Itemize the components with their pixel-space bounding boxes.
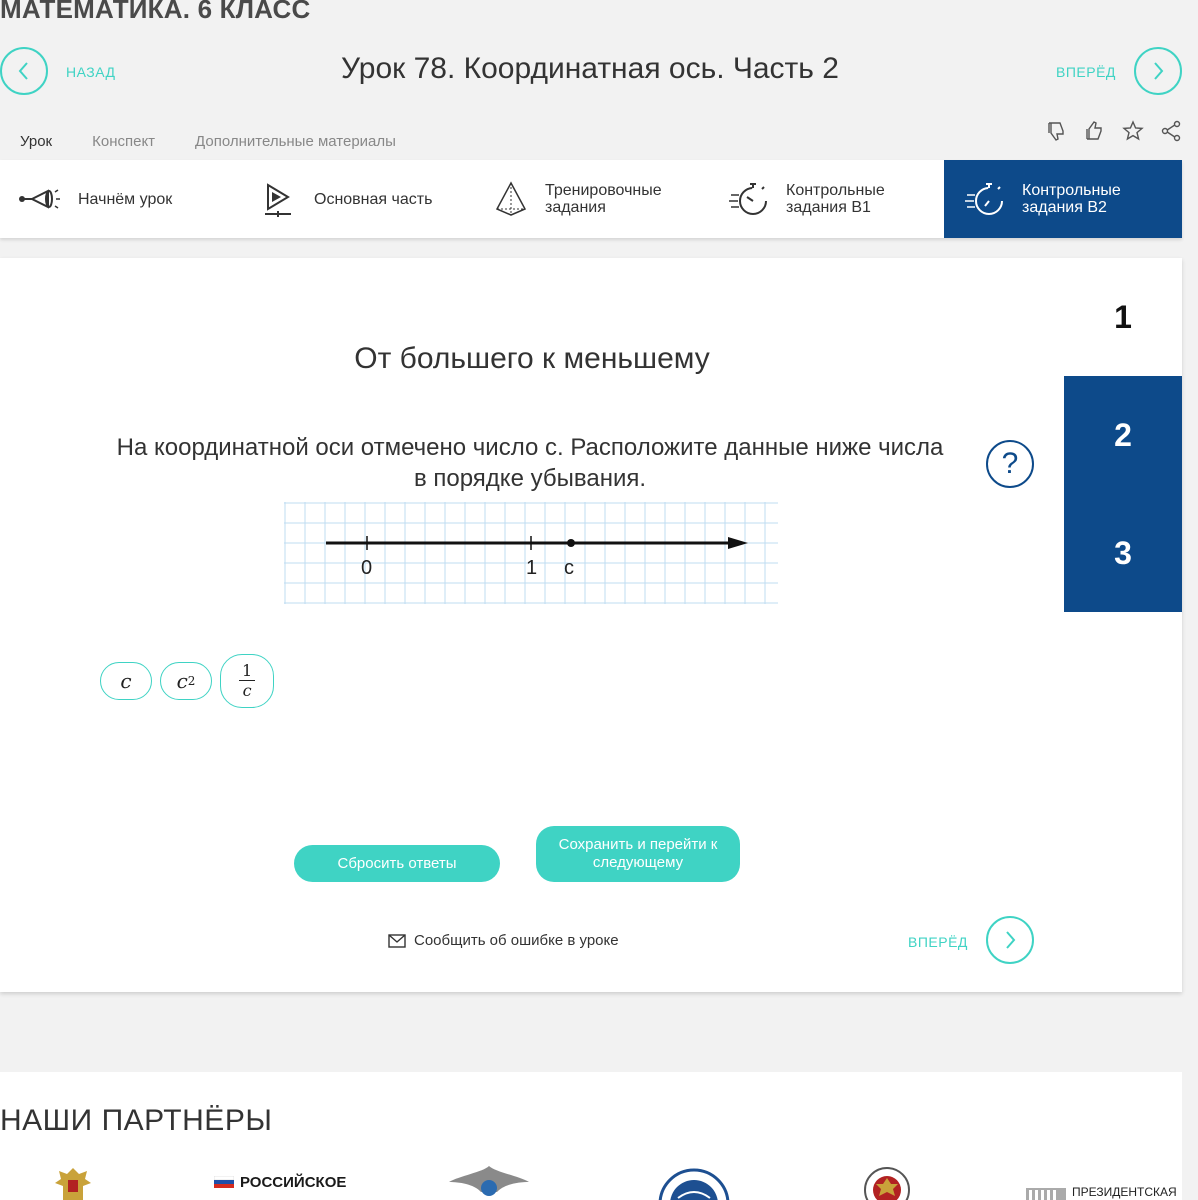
- step-label: Контрольные задания В2: [1022, 182, 1121, 216]
- axis-grid: [284, 502, 778, 604]
- chevron-right-icon: [1150, 60, 1166, 82]
- point-c: [567, 539, 575, 547]
- envelope-icon: [388, 934, 406, 948]
- chip-c-squared[interactable]: [160, 662, 212, 700]
- back-link[interactable]: НАЗАД: [66, 64, 116, 80]
- axis-label-1: 1: [526, 557, 538, 579]
- forward-button-top[interactable]: [1134, 47, 1182, 95]
- step-start[interactable]: [0, 160, 236, 238]
- step-control-b2[interactable]: [944, 160, 1182, 238]
- coordinate-axis-figure: [284, 502, 780, 606]
- course-title: МАТЕМАТИКА. 6 КЛАСС: [0, 0, 311, 24]
- answer-chips: [100, 654, 274, 708]
- step-control-b1[interactable]: [708, 160, 944, 238]
- task-card: [0, 258, 1182, 992]
- star-icon[interactable]: [1120, 118, 1146, 144]
- share-icon[interactable]: [1158, 118, 1184, 144]
- lesson-tabs: [0, 130, 416, 160]
- chip-one-over-c[interactable]: [220, 654, 274, 708]
- reset-answers-button[interactable]: Сбросить ответы: [294, 845, 500, 882]
- chip-c2-base: c: [176, 669, 188, 693]
- axis-label-c: c: [564, 557, 574, 579]
- partner-logo-coat-of-arms[interactable]: [46, 1166, 100, 1200]
- chip-c2-exp: 2: [187, 674, 196, 688]
- lesson-steps: [0, 160, 1182, 238]
- task-text: На координатной оси отмечено число с. Расположите данные ниже числа в порядке убывания.: [116, 434, 944, 492]
- lesson-title: Урок 78. Координатная ось. Часть 2: [341, 52, 839, 85]
- chip-c-label: c: [120, 669, 132, 693]
- forward-link-bottom[interactable]: ВПЕРЁД: [908, 934, 968, 950]
- tab-extra-materials[interactable]: Дополнительные материалы: [195, 133, 396, 150]
- tab-lesson[interactable]: Урок: [0, 130, 72, 160]
- tab-summary[interactable]: Конспект: [92, 133, 156, 150]
- partner-logo-ministry[interactable]: [446, 1166, 532, 1200]
- partners-title: НАШИ ПАРТНЁРЫ: [0, 1104, 273, 1137]
- task-number-1[interactable]: 1: [1114, 298, 1132, 335]
- chevron-right-icon: [1002, 929, 1018, 951]
- axis-label-0: 0: [361, 557, 373, 579]
- lesson-actions: [1044, 118, 1184, 144]
- chevron-left-icon: [16, 60, 32, 82]
- step-label: Тренировочные задания: [544, 182, 662, 216]
- flag-icon: [214, 1176, 234, 1188]
- step-main[interactable]: [236, 160, 472, 238]
- report-label: Сообщить об ошибке в уроке: [414, 932, 619, 949]
- forward-link-top[interactable]: ВПЕРЁД: [1056, 64, 1116, 80]
- chip-frac-numerator: 1: [239, 662, 255, 681]
- partner-logo-text: ПРЕЗИДЕНТСКАЯ: [1072, 1185, 1177, 1199]
- task-number-3[interactable]: 3: [1064, 494, 1182, 612]
- step-label: Основная часть: [314, 190, 433, 208]
- step-label: Контрольные задания В1: [786, 182, 885, 216]
- partner-logo-geographic-society[interactable]: [654, 1168, 734, 1200]
- chip-frac-denominator: c: [242, 680, 252, 700]
- task-number-2[interactable]: 2: [1064, 376, 1182, 494]
- partner-logo-presidential-library[interactable]: [1026, 1184, 1177, 1200]
- task-title: От большего к меньшему: [354, 342, 710, 375]
- save-next-button[interactable]: Сохранить и перейти к следующему: [536, 826, 740, 882]
- help-label: ?: [1001, 447, 1019, 480]
- stopwatch-icon: [962, 179, 1010, 219]
- chip-c[interactable]: [100, 662, 152, 700]
- step-label: Начнём урок: [78, 190, 173, 208]
- task-number-list: [1064, 258, 1182, 612]
- stopwatch-icon: [726, 179, 774, 219]
- step-training[interactable]: [472, 160, 708, 238]
- help-button[interactable]: [986, 440, 1034, 488]
- telescope-icon: [18, 179, 66, 219]
- dislike-icon[interactable]: [1044, 118, 1070, 144]
- building-icon: [1026, 1184, 1066, 1200]
- pyramid-icon: [490, 179, 533, 219]
- partner-logo-text: РОССИЙСКОЕ: [240, 1174, 347, 1191]
- report-error-link[interactable]: [388, 932, 619, 949]
- forward-button-bottom[interactable]: [986, 916, 1034, 964]
- like-icon[interactable]: [1082, 118, 1108, 144]
- partner-logo-russian-society[interactable]: [214, 1176, 346, 1190]
- play-icon: [254, 179, 302, 219]
- partner-logo-military-society[interactable]: [862, 1160, 912, 1200]
- back-button[interactable]: [0, 47, 48, 95]
